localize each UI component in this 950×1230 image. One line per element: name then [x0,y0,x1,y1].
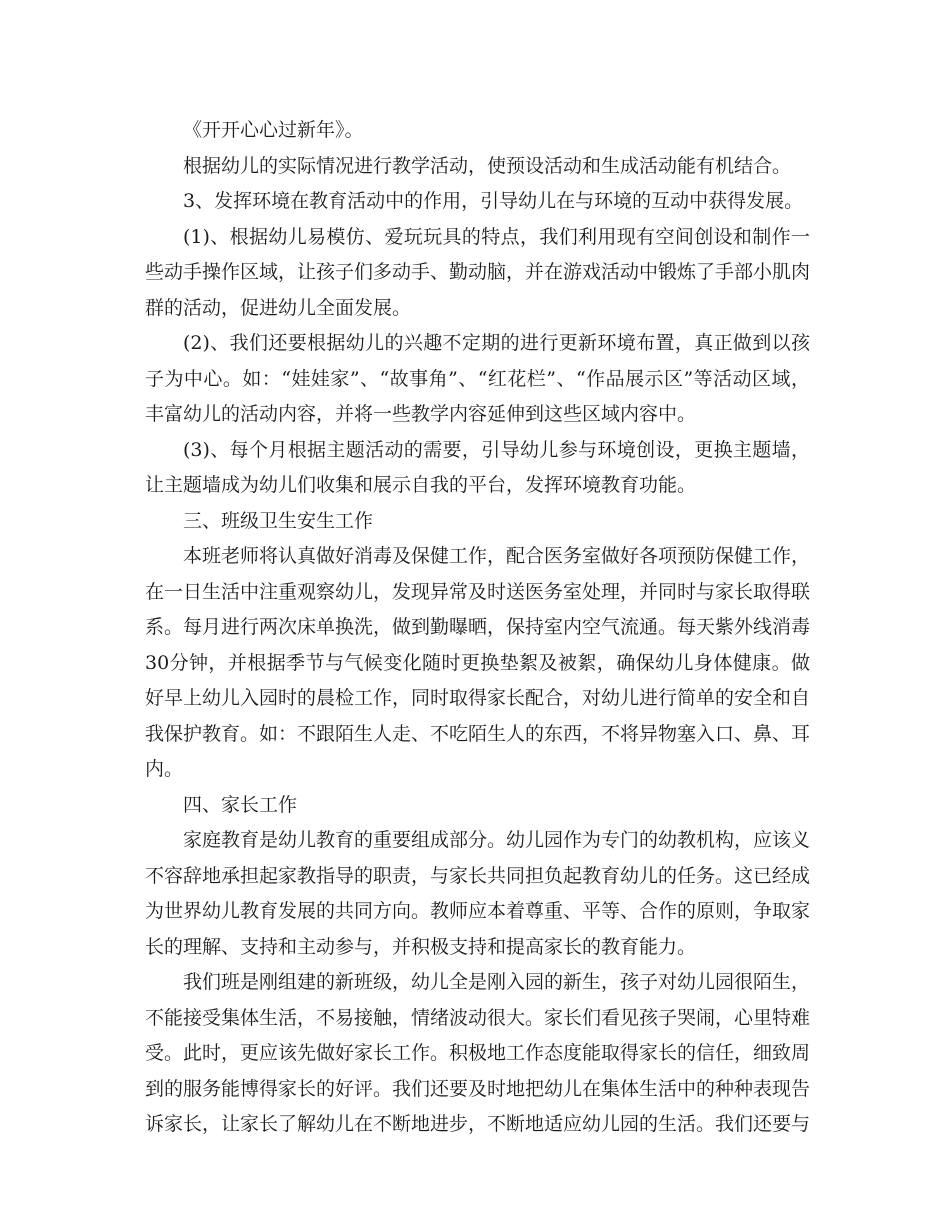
paragraph-environment-1: (1)、根据幼儿易模仿、爱玩玩具的特点，我们利用现有空间创设和制作一些动手操作区域，让孩子们多动手、勤动脑，并在游戏活动中锻炼了手部小肌肉群的活动，促进幼儿全面发展。 [145,225,811,319]
document-body [145,113,810,1143]
paragraph-family-education: 家庭教育是幼儿教育的重要组成部分。幼儿园作为专门的幼教机构，应该义不容辞地承担起家教指导的职责，与家长共同担负起教育幼儿的任务。这已经成为世界幼儿教育发展的共同方向。教师应本着尊重、平等、合作的原则，争取家长的理解、支持和主动参与，并积极支持和提高家长的教育能力。 [145,829,811,958]
paragraph-new-class: 我们班是刚组建的新班级，幼儿全是刚入园的新生，孩子对幼儿园很陌生，不能接受集体生活，不易接触，情绪波动很大。家长们看见孩子哭闹，心里特难受。此时，更应该先做好家长工作。积极地工作态度能取得家长的信任，细致周到的服务能博得家长的好评。我们还要及时地把幼儿在集体生活中的种种表现告诉家长，让家长了解幼儿在不断地进步，不断地适应幼儿园的生活。我们还要与 [145,971,811,1135]
section-heading-hygiene-safety: 三、班级卫生安生工作 [183,509,374,532]
paragraph-hygiene-safety: 本班老师将认真做好消毒及保健工作，配合医务室做好各项预防保健工作，在一日生活中注重观察幼儿，发现异常及时送医务室处理，并同时与家长取得联系。每月进行两次床单换洗，做到勤曝晒，保持室内空气流通。每天紫外线消毒30分钟，并根据季节与气候变化随时更换垫絮及被絮，确保幼儿身体健康。做好早上幼儿入园时的晨检工作，同时取得家长配合，对幼儿进行简单的安全和自我保护教育。如：不跟陌生人走、不吃陌生人的东西，不将异物塞入口、鼻、耳内。 [145,545,811,780]
paragraph-environment-3: (3)、每个月根据主题活动的需要，引导幼儿参与环境创设，更换主题墙，让主题墙成为幼儿们收集和展示自我的平台，发挥环境教育功能。 [145,438,810,496]
paragraph-environment-2: (2)、我们还要根据幼儿的兴趣不定期的进行更新环境布置，真正做到以孩子为中心。如：“娃娃家”、“故事角”、“红花栏”、“作品展示区”等活动区域，丰富幼儿的活动内容，并将一些教学内容延伸到这些区域内容中。 [145,332,810,425]
paragraph-environment-heading: 3、发挥环境在教育活动中的作用，引导幼儿在与环境的互动中获得发展。 [183,190,804,212]
paragraph-title-continuation: 《开开心心过新年》。 [183,119,364,141]
paragraph-teaching-activities: 根据幼儿的实际情况进行教学活动，使预设活动和生成活动能有机结合。 [183,154,792,177]
section-heading-parent-work: 四、家长工作 [183,793,298,816]
